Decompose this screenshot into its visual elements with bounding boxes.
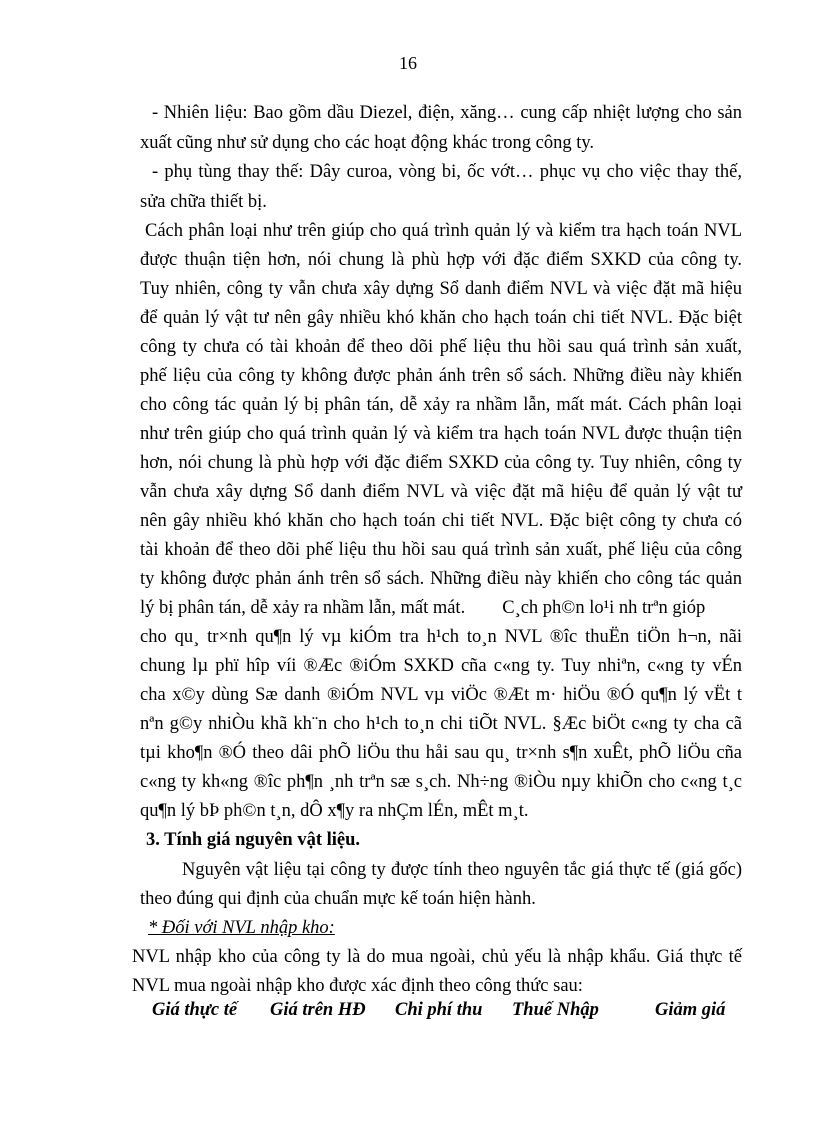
text-line: ty không được phản ánh trên sổ sách. Những điều này khiến cho công tác quản <box>140 569 742 589</box>
text-line: cho công tác quản lý bị phân tán, dễ xảy ra nhầm lẫn, mất mát. Cách phân loại <box>140 395 742 415</box>
text-line: c«ng ty kh«ng ®îc ph¶n ¸nh trªn sæ s¸ch. Nh÷ng ®iÒu nµy khiÕn cho c«ng t¸c <box>140 772 742 792</box>
text-line: NVL nhập kho của công ty là do mua ngoài, chủ yếu là nhập khẩu. Giá thực tế <box>132 947 742 967</box>
text-line: hơn, nói chung là phù hợp với đặc điểm SXKD của công ty. Tuy nhiên, công ty <box>140 453 742 473</box>
subheading: * Đối với NVL nhập kho: <box>148 918 335 938</box>
text-line: sửa chữa thiết bị. <box>140 192 267 212</box>
text-line: như trên giúp cho quá trình quản lý và kiểm tra hạch toán NVL được thuận tiện <box>140 424 742 444</box>
section-heading: 3. Tính giá nguyên vật liệu. <box>146 830 361 850</box>
text-line: NVL mua ngoài nhập kho được xác định theo công thức sau: <box>132 976 583 996</box>
formula-term: Thuế Nhập <box>512 1000 599 1020</box>
formula-term: Chi phí thu <box>395 1000 483 1020</box>
page-number: 16 <box>399 53 417 73</box>
formula-term: Giá trên HĐ <box>270 1000 366 1020</box>
text-line: Tuy nhiên, công ty vẫn chưa xây dựng Sổ danh điểm NVL và việc đặt mã hiệu <box>140 279 742 299</box>
text-line: xuất cũng như sử dụng cho các hoạt động khác trong công ty. <box>140 133 595 153</box>
text-line: lý bị phân tán, dễ xảy ra nhầm lẫn, mất mát. C¸ch ph©n lo¹i nh trªn gióp <box>140 598 706 618</box>
text-line: nªn g©y nhiÒu khã kh¨n cho h¹ch to¸n chi tiÕt NVL. §Æc biÖt c«ng ty cha cã <box>140 714 742 734</box>
text-line: vẫn chưa xây dựng Sổ danh điểm NVL và việc đặt mã hiệu để quản lý vật tư <box>140 482 742 502</box>
text-line: theo đúng qui định của chuẩn mực kế toán hiện hành. <box>140 889 536 909</box>
text-line: - phụ tùng thay thế: Dây curoa, vòng bi, ốc vớt… phục vụ cho việc thay thế, <box>152 162 742 182</box>
text-line: Nguyên vật liệu tại công ty được tính theo nguyên tắc giá thực tế (giá gốc) <box>182 860 742 880</box>
text-line: để quản lý vật tư nên gây nhiều khó khăn cho hạch toán chi tiết NVL. Đặc biệt <box>140 308 742 328</box>
text-line: tài khoản để theo dõi phế liệu thu hồi sau quá trình sản xuất, phế liệu của công <box>140 540 742 560</box>
text-line: qu¶n lý bÞ ph©n t¸n, dÔ x¶y ra nhÇm lÉn, mÊt m¸t. <box>140 801 529 821</box>
text-line: công ty chưa có tài khoản để theo dõi phế liệu thu hồi sau quá trình sản xuất, <box>140 337 742 357</box>
text-line: được thuận tiện hơn, nói chung là phù hợp với đặc điểm SXKD của công ty. <box>140 250 742 270</box>
text-line: cha x©y dùng Sæ danh ®iÓm NVL vµ viÖc ®Æt m· hiÖu ®Ó qu¶n lý vËt t <box>140 685 742 705</box>
text-line: - Nhiên liệu: Bao gồm dầu Diezel, điện, xăng… cung cấp nhiệt lượng cho sản <box>152 103 742 123</box>
text-line: phế liệu của công ty không được phản ánh trên sổ sách. Những điều này khiến <box>140 366 742 386</box>
text-line: Cách phân loại như trên giúp cho quá trình quản lý và kiểm tra hạch toán NVL <box>145 221 742 241</box>
formula-term: Giảm giá <box>655 1000 726 1020</box>
text-line: cho qu¸ tr×nh qu¶n lý vµ kiÓm tra h¹ch to¸n NVL ®îc thuËn tiÖn h¬n, nãi <box>140 627 742 647</box>
formula-term: Giá thực tế <box>152 1000 238 1020</box>
text-line: tµi kho¶n ®Ó theo dâi phÕ liÖu thu håi sau qu¸ tr×nh s¶n xuÊt, phÕ liÖu cña <box>140 743 742 763</box>
text-line: chung lµ phï hîp víi ®Æc ®iÓm SXKD cña c«ng ty. Tuy nhiªn, c«ng ty vÉn <box>140 656 742 676</box>
text-line: nên gây nhiều khó khăn cho hạch toán chi tiết NVL. Đặc biệt công ty chưa có <box>140 511 742 531</box>
